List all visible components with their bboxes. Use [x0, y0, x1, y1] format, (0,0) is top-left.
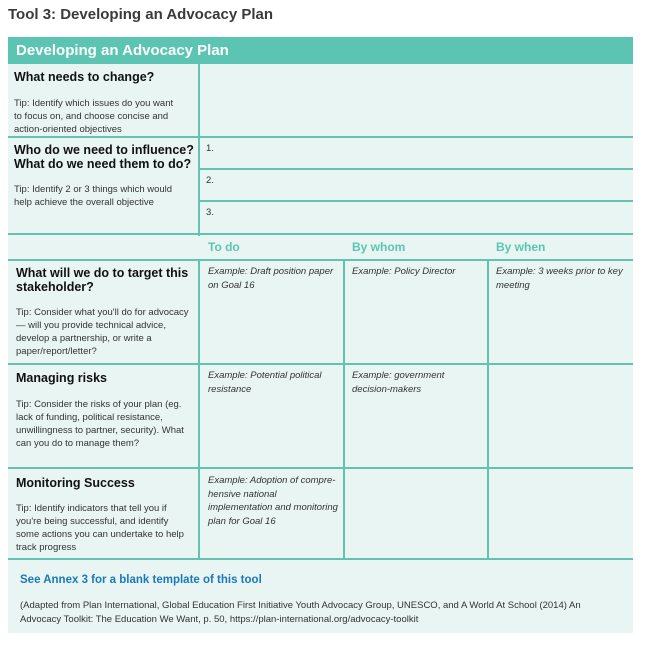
section-question: Who do we need to influence? What do we need them to do?	[14, 143, 194, 171]
section-tip: Tip: Identify which issues do you want to focus on, and choose concise and action-oriented objectives	[14, 98, 174, 135]
row-divider	[8, 363, 633, 365]
list-number: 1.	[206, 143, 214, 154]
example-to-do: Example: Potential political resistance	[208, 370, 322, 395]
annex-link[interactable]: See Annex 3 for a blank template of this tool	[20, 574, 262, 586]
row-divider	[8, 259, 633, 261]
column-divider	[198, 64, 200, 236]
example-by-whom: Example: government decision-makers	[352, 370, 445, 395]
column-divider	[198, 259, 200, 559]
advocacy-plan-table	[8, 37, 633, 633]
row-tip: Tip: Consider what you'll do for advocacy— will you provide technical advice, develop a partnership, or write a paper/report/letter?	[16, 307, 189, 357]
source-citation: (Adapted from Plan International, Global Education First Initiative Youth Advocacy Group, UNESCO, and A World At School (2014) An Advocacy Toolkit: The Education We Want, p. 50, https://plan-international.org/advocacy-toolkit	[20, 600, 581, 625]
row-tip: Tip: Consider the risks of your plan (eg. lack of funding, political resistance, unwillingness to partner, security). What can you do to manage them?	[16, 399, 184, 449]
page-title: Tool 3: Developing an Advocacy Plan	[8, 6, 274, 23]
list-number: 3.	[206, 207, 214, 218]
row-divider	[8, 136, 633, 138]
section-tip: Tip: Identify 2 or 3 things which would help achieve the overall objective	[14, 184, 173, 208]
row-divider	[198, 168, 633, 170]
column-divider	[343, 259, 345, 559]
row-divider	[198, 200, 633, 202]
row-question: What will we do to target this stakeholder?	[16, 266, 189, 294]
list-number: 2.	[206, 175, 214, 186]
column-divider	[487, 259, 489, 559]
row-question: Monitoring Success	[16, 476, 135, 490]
example-by-whom: Example: Policy Director	[352, 266, 456, 277]
section-question: What needs to change?	[14, 70, 155, 84]
row-divider	[8, 233, 633, 235]
table-header: Developing an Advocacy Plan	[8, 37, 633, 64]
row-question: Managing risks	[16, 371, 107, 385]
column-header-by-when: By when	[496, 240, 546, 254]
example-to-do: Example: Draft position paper on Goal 16	[208, 266, 334, 291]
example-to-do: Example: Adoption of compre-hensive national implementation and monitoring plan for Goal 16	[208, 475, 338, 527]
row-divider	[8, 558, 633, 560]
column-header-by-whom: By whom	[352, 240, 406, 254]
example-by-when: Example: 3 weeks prior to key meeting	[496, 266, 623, 291]
row-tip: Tip: Identify indicators that tell you if you're being successful, and identify some actions you can undertake to help track progress	[16, 503, 184, 553]
row-divider	[8, 467, 633, 469]
column-header-to-do: To do	[208, 240, 240, 254]
